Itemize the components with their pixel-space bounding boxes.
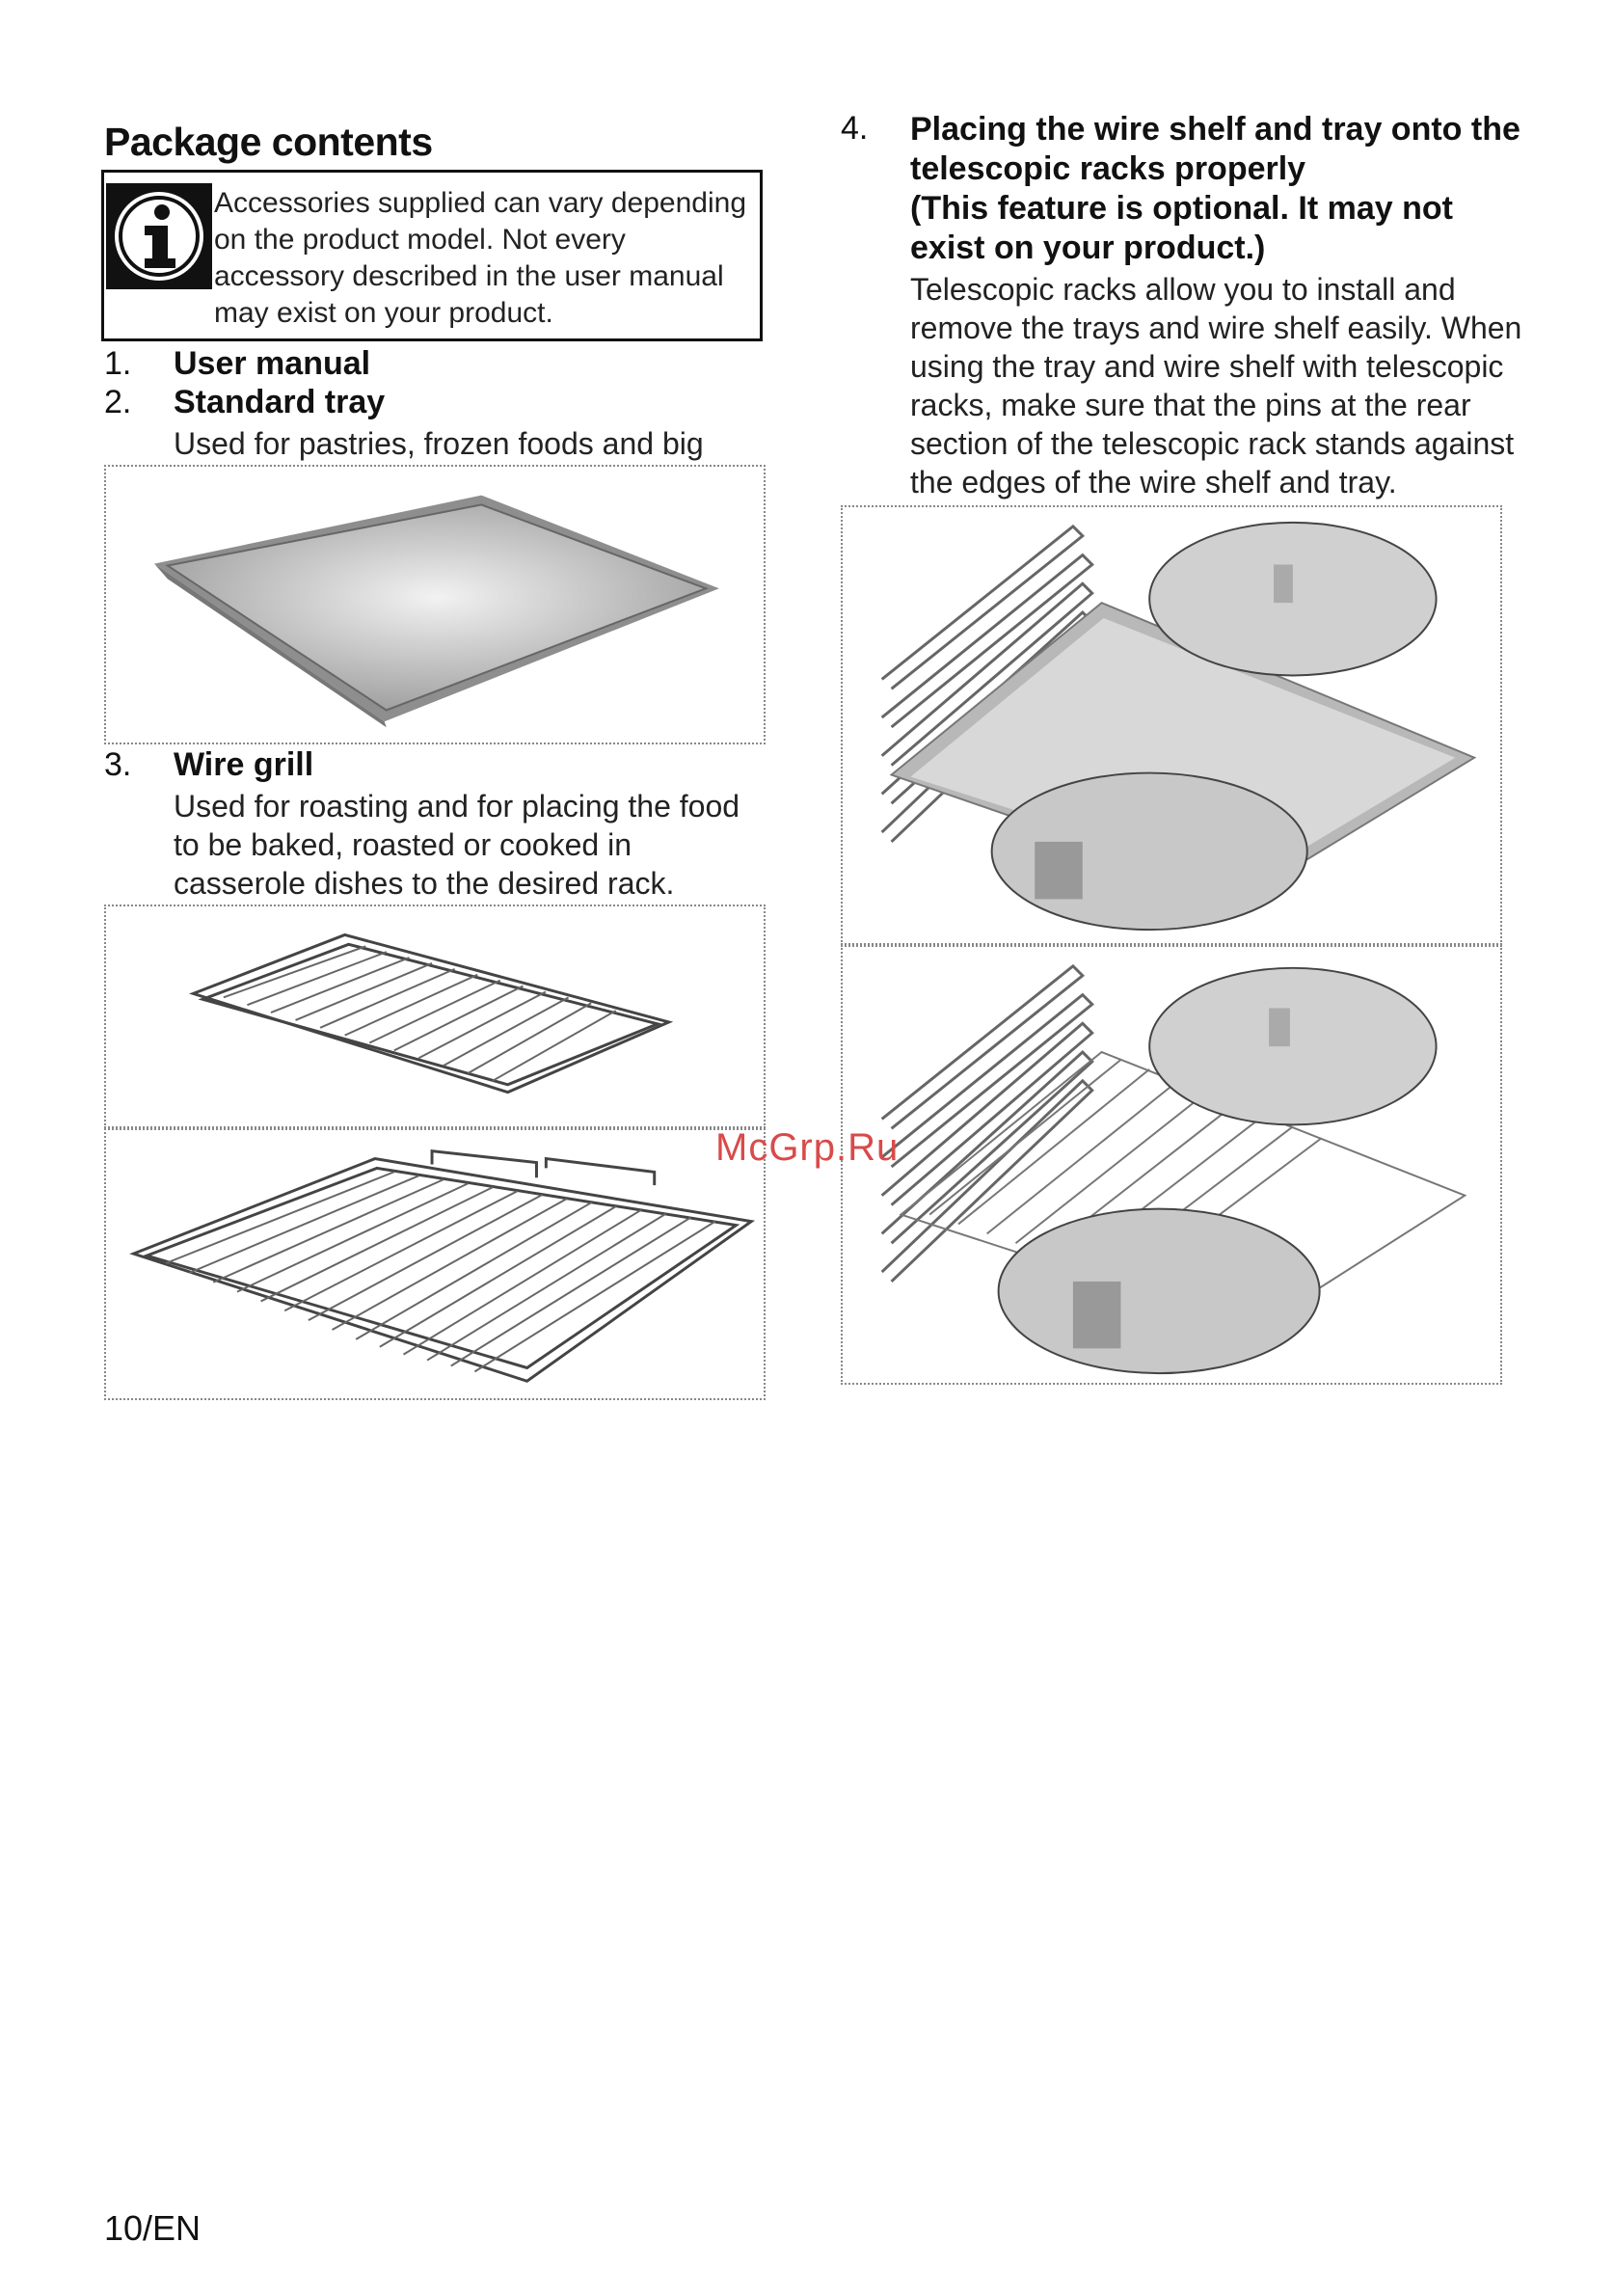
item-description: Used for pastries, frozen foods and big [174, 426, 704, 461]
item-number: 4. [841, 110, 869, 147]
tray-illustration [104, 465, 766, 744]
item-number: 3. [104, 746, 132, 783]
wire-grill-illustration-top [104, 1128, 766, 1400]
item-subtitle: (This feature is optional. It may not exist on your product.) [910, 190, 1453, 266]
item-number: 2. [104, 384, 132, 420]
wire-grill-illustration-side [104, 905, 766, 1128]
watermark: McGrp.Ru [715, 1126, 900, 1169]
note-text: Accessories supplied can vary depending on the product model. Not every accessory described in the user manual may exist on your product. [214, 187, 746, 329]
telescopic-tray-illustration [841, 505, 1502, 945]
item-title: Placing the wire shelf and tray onto the telescopic racks properly [910, 111, 1520, 187]
page-number: 10/EN [104, 2208, 202, 2248]
item-description: Used for roasting and for placing the food to be baked, roasted or cooked in casserole dishes to the desired rack. [174, 789, 740, 901]
item-title: User manual [174, 345, 371, 382]
info-icon [106, 183, 212, 289]
item-title: Wire grill [174, 746, 314, 783]
item-number: 1. [104, 345, 132, 382]
section-heading: Package contents [104, 120, 433, 164]
item-description: Telescopic racks allow you to install and remove the trays and wire shelf easily. When using the tray and wire shelf with telescopic racks, make sure that the pins at the rear section of the telescopic rack stands against the edges of the wire shelf and tray. [910, 272, 1522, 500]
item-title: Standard tray [174, 384, 386, 420]
telescopic-wire-shelf-illustration [841, 945, 1502, 1385]
